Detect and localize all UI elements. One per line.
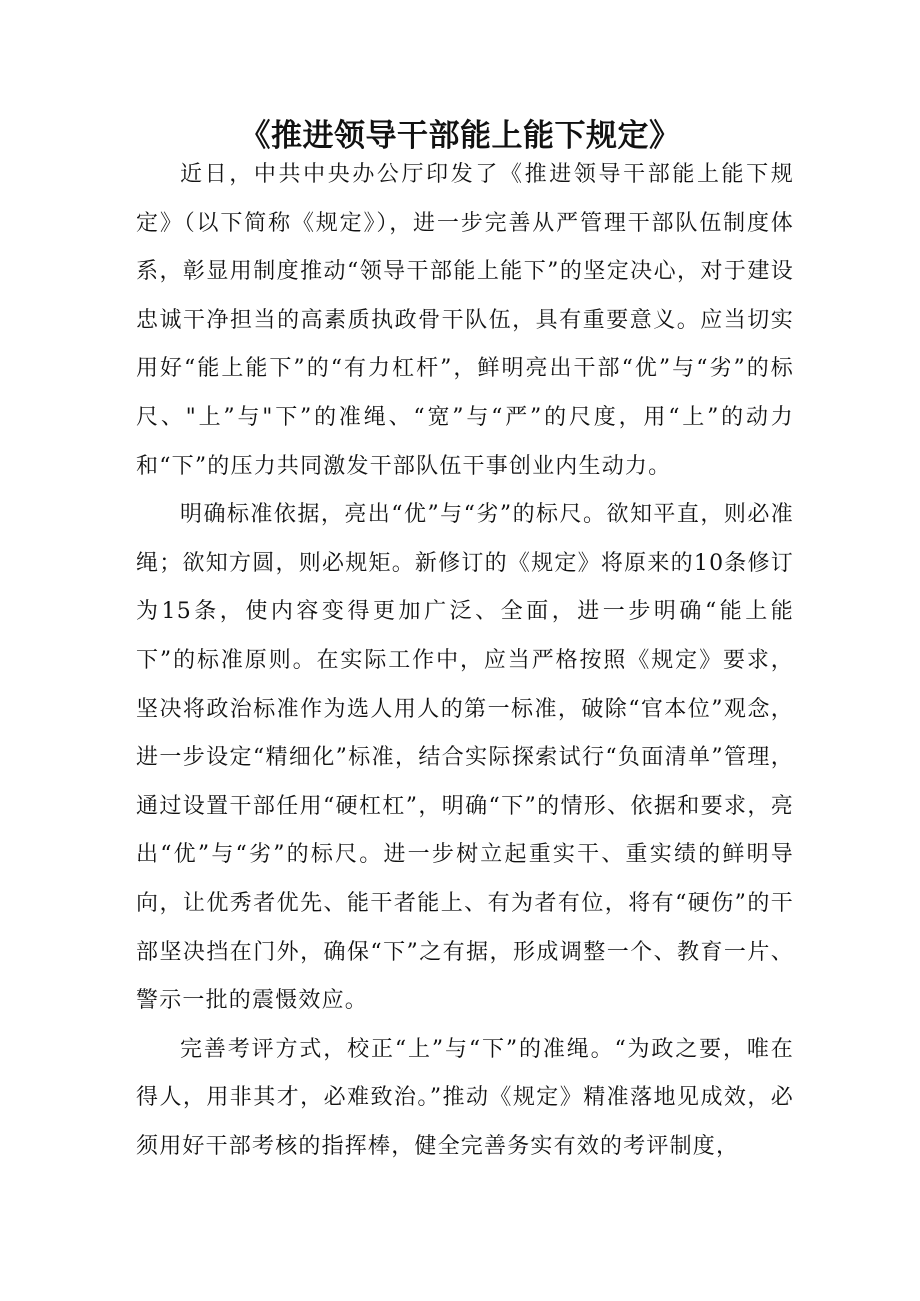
document-title: 《推进领导干部能上能下规定》 xyxy=(239,117,681,154)
paragraph-intro: 近日，中共中央办公厅印发了《推进领导干部能上能下规定》（以下简称《规定》），进一步完善从严管理干部队伍制度体系，彰显用制度推动“领导干部能上能下”的坚定决心，对于建设忠诚干净担当的高素质执政骨干队伍，具有重要意义。应当切实用好“能上能下”的“有力杠杆”，鲜明亮出干部“优”与“劣”的标尺、"上”与"下”的准绳、“宽”与“严”的尺度，用“上”的动力和“下”的压力共同激发干部队伍干事创业内生动力。 xyxy=(136,162,794,479)
document-body xyxy=(136,151,794,1171)
paragraph-standards: 明确标准依据，亮出“优”与“劣”的标尺。欲知平直，则必准绳；欲知方圆，则必规矩。新修订的《规定》将原来的10条修订为15条，使内容变得更加广泛、全面，进一步明确“能上能下”的标准原则。在实际工作中，应当严格按照《规定》要求，坚决将政治标准作为选人用人的第一标准，破除“官本位”观念，进一步设定“精细化”标准，结合实际探索试行“负面清单”管理，通过设置干部任用“硬杠杠”，明确“下”的情形、依据和要求，亮出“优”与“劣”的标尺。进一步树立起重实干、重实绩的鲜明导向，让优秀者优先、能干者能上、有为者有位，将有“硬伤”的干部坚决挡在门外，确保“下”之有据，形成调整一个、教育一片、警示一批的震慑效应。 xyxy=(136,502,794,1014)
paragraph-evaluation: 完善考评方式，校正“上”与“下”的准绳。“为政之要，唯在得人，用非其才，必难致治。”推动《规定》精准落地见成效，必须用好干部考核的指挥棒，健全完善务实有效的考评制度， xyxy=(136,1036,794,1159)
